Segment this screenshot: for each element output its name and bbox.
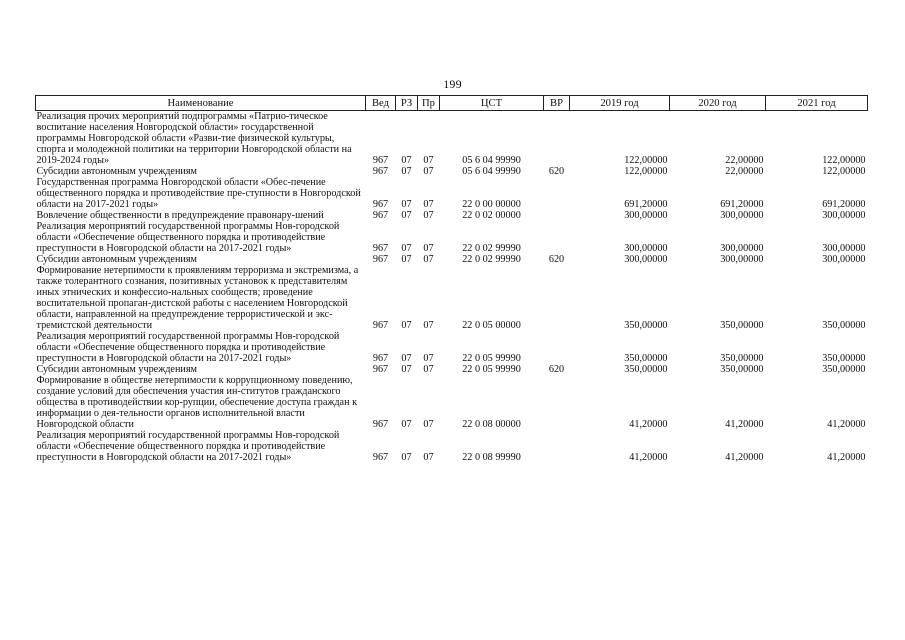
row-name: Реализация мероприятий государственной программы Нов-городской области «Обеспечение общественного порядка и противодействие преступности в Новгородской области на 2017-2021 годы» [36, 221, 340, 254]
row-pr: 07 [423, 166, 434, 177]
row-2020: 22,00000 [725, 155, 764, 166]
row-vr [544, 375, 570, 430]
row-2021: 41,20000 [827, 419, 866, 430]
row-2019: 122,00000 [624, 155, 668, 166]
table-row [36, 430, 868, 463]
row-pr: 07 [423, 452, 434, 463]
row-pr: 07 [423, 364, 434, 375]
row-vr [544, 430, 570, 463]
row-ved: 967 [372, 155, 389, 166]
row-2019: 300,00000 [624, 243, 668, 254]
row-vr [544, 265, 570, 331]
row-pr: 07 [423, 210, 434, 221]
header-cst: ЦСТ [440, 96, 544, 111]
row-cst: 22 0 08 00000 [462, 419, 521, 430]
row-2019: 350,00000 [624, 364, 668, 375]
row-cst: 22 0 00 00000 [462, 199, 521, 210]
row-2019: 122,00000 [624, 166, 668, 177]
table-row [36, 210, 868, 221]
row-vr [544, 331, 570, 364]
row-2020: 41,20000 [725, 419, 764, 430]
row-2019: 691,20000 [624, 199, 668, 210]
row-vr [544, 210, 570, 221]
row-cst: 22 0 02 99990 [462, 254, 521, 265]
row-vr [544, 177, 570, 210]
row-ved: 967 [372, 364, 389, 375]
row-name: Реализация прочих мероприятий подпрограммы «Патрио-тическое воспитание населения Новгородской области» государственной программы Новгородской области «Разви-тие физической культуры, спорта и молодежной политики на территории Новгородской области на 2019-2024 годы» [36, 111, 352, 166]
row-2020: 691,20000 [720, 199, 764, 210]
row-ved: 967 [372, 166, 389, 177]
row-2019: 350,00000 [624, 353, 668, 364]
row-pr: 07 [423, 353, 434, 364]
row-cst: 22 0 08 99990 [462, 452, 521, 463]
row-rz: 07 [401, 419, 412, 430]
row-2020: 350,00000 [720, 364, 764, 375]
header-name: Наименование [36, 96, 366, 111]
row-vr: 620 [548, 364, 565, 375]
row-2019: 41,20000 [629, 452, 668, 463]
row-rz: 07 [401, 320, 412, 331]
row-pr: 07 [423, 254, 434, 265]
row-rz: 07 [401, 243, 412, 254]
row-pr: 07 [423, 320, 434, 331]
row-name: Субсидии автономным учреждениям [36, 254, 197, 265]
row-ved: 967 [372, 452, 389, 463]
row-rz: 07 [401, 364, 412, 375]
row-rz: 07 [401, 452, 412, 463]
row-rz: 07 [401, 254, 412, 265]
row-rz: 07 [401, 353, 412, 364]
row-2019: 300,00000 [624, 254, 668, 265]
table-row [36, 331, 868, 364]
row-2021: 350,00000 [822, 353, 866, 364]
row-cst: 22 0 05 00000 [462, 320, 521, 331]
row-name: Государственная программа Новгородской области «Обес-печение общественного порядка и противодействие пре-ступности в Новгородской области на 2017-2021 годы» [36, 177, 361, 210]
row-2020: 41,20000 [725, 452, 764, 463]
header-rz: РЗ [396, 96, 418, 111]
table-row [36, 254, 868, 265]
row-2020: 350,00000 [720, 353, 764, 364]
table-row [36, 111, 868, 167]
header-vr: ВР [544, 96, 570, 111]
row-rz: 07 [401, 166, 412, 177]
row-pr: 07 [423, 155, 434, 166]
header-2019: 2019 год [570, 96, 670, 111]
table-row [36, 177, 868, 210]
row-cst: 22 0 02 99990 [462, 243, 521, 254]
row-name: Формирование нетерпимости к проявлениям терроризма и экстремизма, а также толерантного сознания, позитивных установок к представителям иных этнических и конфессио-нальных сообществ; проведение воспитательной пропаган-дистской работы с населением Новгородской области, направленной на предупреждение террористической и экс-тремистской деятельности [36, 265, 359, 331]
row-2021: 300,00000 [822, 243, 866, 254]
row-cst: 05 6 04 99990 [462, 166, 521, 177]
row-2021: 350,00000 [822, 320, 866, 331]
row-ved: 967 [372, 353, 389, 364]
row-2020: 300,00000 [720, 243, 764, 254]
table-row [36, 166, 868, 177]
row-2021: 122,00000 [822, 166, 866, 177]
row-2021: 691,20000 [822, 199, 866, 210]
row-2019: 350,00000 [624, 320, 668, 331]
row-cst: 22 0 05 99990 [462, 353, 521, 364]
row-rz: 07 [401, 210, 412, 221]
row-rz: 07 [401, 199, 412, 210]
row-name: Субсидии автономным учреждениям [36, 364, 197, 375]
row-2019: 41,20000 [629, 419, 668, 430]
row-pr: 07 [423, 419, 434, 430]
row-ved: 967 [372, 210, 389, 221]
table-row [36, 375, 868, 430]
row-2021: 41,20000 [827, 452, 866, 463]
page-number: 199 [443, 77, 462, 91]
row-ved: 967 [372, 243, 389, 254]
row-rz: 07 [401, 155, 412, 166]
header-pr: Пр [418, 96, 440, 111]
row-2020: 350,00000 [720, 320, 764, 331]
row-vr: 620 [548, 254, 565, 265]
row-2021: 300,00000 [822, 254, 866, 265]
row-pr: 07 [423, 199, 434, 210]
table-row [36, 221, 868, 254]
row-vr [544, 111, 570, 167]
row-2021: 122,00000 [822, 155, 866, 166]
row-2020: 300,00000 [720, 210, 764, 221]
row-2021: 350,00000 [822, 364, 866, 375]
row-cst: 05 6 04 99990 [462, 155, 521, 166]
row-ved: 967 [372, 254, 389, 265]
row-name: Формирование в обществе нетерпимости к коррупционному поведению, создание условий для обеспечения участия ин-ститутов гражданского общества в противодействии кор-рупции, обеспечение доступа граждан к информации о дея-тельности органов исполнительной власти Новгородской области [36, 375, 358, 430]
row-2019: 300,00000 [624, 210, 668, 221]
row-name: Реализация мероприятий государственной программы Нов-городской области «Обеспечение общественного порядка и противодействие преступности в Новгородской области на 2017-2021 годы» [36, 331, 340, 364]
budget-table [35, 95, 868, 463]
row-name: Вовлечение общественности в предупреждение правонару-шений [36, 210, 324, 221]
header-2021: 2021 год [766, 96, 868, 111]
table-row [36, 265, 868, 331]
header-2020: 2020 год [670, 96, 766, 111]
row-cst: 22 0 02 00000 [462, 210, 521, 221]
table-body [36, 111, 868, 464]
row-vr [544, 221, 570, 254]
row-ved: 967 [372, 320, 389, 331]
row-2021: 300,00000 [822, 210, 866, 221]
row-ved: 967 [372, 419, 389, 430]
table-header [36, 96, 868, 111]
row-2020: 300,00000 [720, 254, 764, 265]
row-vr: 620 [548, 166, 565, 177]
table-row [36, 364, 868, 375]
header-ved: Вед [366, 96, 396, 111]
row-pr: 07 [423, 243, 434, 254]
header-row [36, 96, 868, 111]
row-2020: 22,00000 [725, 166, 764, 177]
row-cst: 22 0 05 99990 [462, 364, 521, 375]
row-ved: 967 [372, 199, 389, 210]
row-name: Реализация мероприятий государственной программы Нов-городской области «Обеспечение общественного порядка и противодействие преступности в Новгородской области на 2017-2021 годы» [36, 430, 340, 463]
row-name: Субсидии автономным учреждениям [36, 166, 197, 177]
